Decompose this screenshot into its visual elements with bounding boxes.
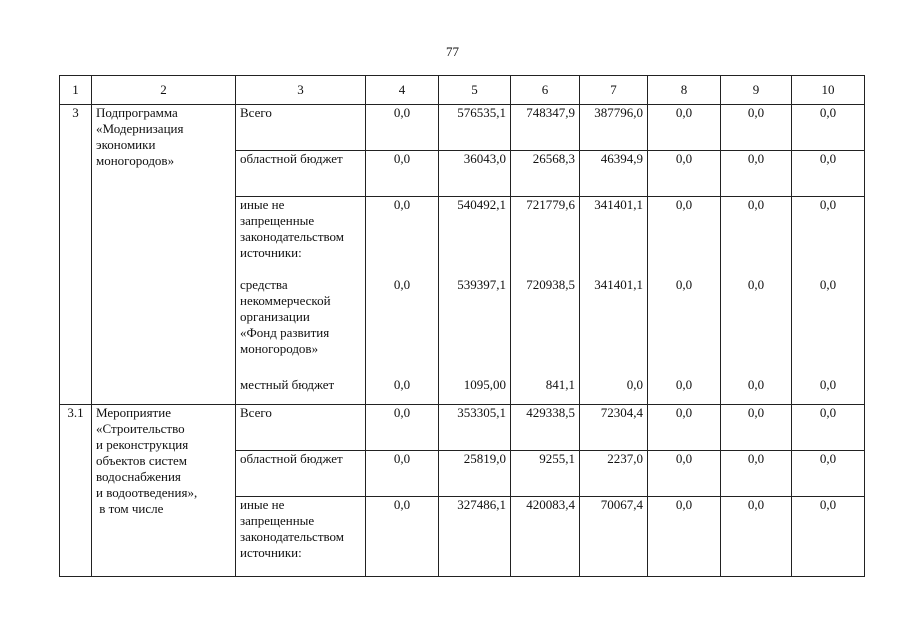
table-row bbox=[60, 405, 865, 451]
funding-source bbox=[236, 405, 366, 451]
item-name-line: Подпрограмма bbox=[96, 105, 178, 120]
column-header: 1 bbox=[60, 76, 92, 105]
value-cell: 0,0 bbox=[648, 377, 721, 405]
item-name-line: «Модернизация bbox=[96, 121, 184, 136]
value-cell: 420083,4 bbox=[511, 497, 580, 577]
value-cell: 25819,0 bbox=[439, 451, 511, 497]
funding-source-line: Всего bbox=[240, 405, 272, 420]
value-cell: 0,0 bbox=[366, 277, 439, 377]
value-cell: 0,0 bbox=[721, 151, 792, 197]
item-name-line: водоснабжения bbox=[96, 469, 181, 484]
value-cell: 327486,1 bbox=[439, 497, 511, 577]
value-cell: 70067,4 bbox=[580, 497, 648, 577]
column-header: 2 bbox=[92, 76, 236, 105]
page-number: 77 bbox=[446, 44, 459, 59]
value-cell: 0,0 bbox=[648, 277, 721, 377]
funding-source-line: организации bbox=[240, 308, 310, 324]
value-cell: 0,0 bbox=[721, 377, 792, 405]
value-cell: 0,0 bbox=[366, 197, 439, 277]
item-name-line: экономики bbox=[96, 137, 156, 152]
value-cell: 0,0 bbox=[792, 151, 865, 197]
value-cell: 0,0 bbox=[792, 197, 865, 277]
value-cell: 720938,5 bbox=[511, 277, 580, 377]
funding-source-line: источники: bbox=[240, 245, 302, 260]
funding-source bbox=[236, 105, 366, 151]
value-cell: 0,0 bbox=[648, 497, 721, 577]
value-cell: 0,0 bbox=[792, 497, 865, 577]
value-cell: 0,0 bbox=[366, 497, 439, 577]
value-cell: 0,0 bbox=[721, 497, 792, 577]
funding-source bbox=[236, 197, 366, 277]
value-cell: 0,0 bbox=[792, 405, 865, 451]
column-header: 3 bbox=[236, 76, 366, 105]
value-cell: 0,0 bbox=[648, 405, 721, 451]
budget-table bbox=[59, 75, 865, 577]
funding-source bbox=[236, 497, 366, 577]
value-cell: 539397,1 bbox=[439, 277, 511, 377]
table-body bbox=[60, 76, 865, 577]
header-row bbox=[60, 76, 865, 105]
value-cell: 429338,5 bbox=[511, 405, 580, 451]
value-cell: 72304,4 bbox=[580, 405, 648, 451]
column-header: 8 bbox=[648, 76, 721, 105]
value-cell: 0,0 bbox=[792, 105, 865, 151]
value-cell: 0,0 bbox=[366, 405, 439, 451]
value-cell: 46394,9 bbox=[580, 151, 648, 197]
value-cell: 0,0 bbox=[721, 451, 792, 497]
value-cell: 0,0 bbox=[792, 277, 865, 377]
value-cell: 0,0 bbox=[366, 151, 439, 197]
value-cell: 1095,00 bbox=[439, 377, 511, 405]
column-header: 6 bbox=[511, 76, 580, 105]
column-header: 4 bbox=[366, 76, 439, 105]
value-cell: 0,0 bbox=[792, 451, 865, 497]
column-header: 7 bbox=[580, 76, 648, 105]
item-name-line: и водоотведения», bbox=[96, 485, 198, 500]
value-cell: 721779,6 bbox=[511, 197, 580, 277]
funding-source-line: законодательством bbox=[240, 229, 345, 244]
value-cell: 841,1 bbox=[511, 377, 580, 405]
value-cell: 0,0 bbox=[648, 105, 721, 151]
value-cell: 0,0 bbox=[721, 277, 792, 377]
value-cell: 0,0 bbox=[792, 377, 865, 405]
funding-source-line: некоммерческой bbox=[240, 292, 331, 308]
funding-source-line: иные не bbox=[240, 197, 285, 212]
funding-source-line: запрещенные bbox=[240, 213, 315, 228]
value-cell: 0,0 bbox=[721, 105, 792, 151]
funding-source-line: законодательством bbox=[240, 529, 345, 544]
funding-source bbox=[236, 451, 366, 497]
value-cell: 0,0 bbox=[648, 451, 721, 497]
item-name-line: в том числе bbox=[96, 501, 164, 516]
value-cell: 0,0 bbox=[580, 377, 648, 405]
funding-source-line: Всего bbox=[240, 105, 272, 120]
value-cell: 36043,0 bbox=[439, 151, 511, 197]
item-name bbox=[92, 405, 236, 577]
row-index: 3.1 bbox=[60, 405, 92, 577]
item-name-line: моногородов» bbox=[96, 153, 175, 168]
value-cell: 9255,1 bbox=[511, 451, 580, 497]
item-name-line: Мероприятие bbox=[96, 405, 171, 420]
funding-source-line: областной бюджет bbox=[240, 151, 343, 166]
value-cell: 0,0 bbox=[648, 197, 721, 277]
value-cell: 0,0 bbox=[721, 197, 792, 277]
row-index: 3 bbox=[60, 105, 92, 405]
funding-source-line: средства bbox=[240, 276, 288, 292]
value-cell: 0,0 bbox=[366, 451, 439, 497]
item-name-line: «Строительство bbox=[96, 421, 185, 436]
funding-source bbox=[236, 377, 366, 405]
funding-source-line: иные не bbox=[240, 497, 285, 512]
value-cell: 0,0 bbox=[366, 105, 439, 151]
item-name-line: объектов систем bbox=[96, 453, 187, 468]
column-header: 9 bbox=[721, 76, 792, 105]
value-cell: 748347,9 bbox=[511, 105, 580, 151]
item-name-line: и реконструкция bbox=[96, 437, 189, 452]
funding-source-line: «Фонд развития bbox=[240, 324, 330, 340]
funding-source-line: местный бюджет bbox=[240, 376, 335, 392]
value-cell: 0,0 bbox=[721, 405, 792, 451]
item-name bbox=[92, 105, 236, 405]
value-cell: 576535,1 bbox=[439, 105, 511, 151]
value-cell: 387796,0 bbox=[580, 105, 648, 151]
value-cell: 353305,1 bbox=[439, 405, 511, 451]
value-cell: 0,0 bbox=[366, 377, 439, 405]
funding-source bbox=[236, 277, 366, 377]
column-header: 5 bbox=[439, 76, 511, 105]
value-cell: 540492,1 bbox=[439, 197, 511, 277]
funding-source-line: запрещенные bbox=[240, 513, 315, 528]
table-row bbox=[60, 105, 865, 151]
funding-source bbox=[236, 151, 366, 197]
value-cell: 26568,3 bbox=[511, 151, 580, 197]
funding-source-line: источники: bbox=[240, 545, 302, 560]
value-cell: 341401,1 bbox=[580, 277, 648, 377]
column-header: 10 bbox=[792, 76, 865, 105]
funding-source-line: моногородов» bbox=[240, 340, 319, 356]
funding-source-line: областной бюджет bbox=[240, 451, 343, 466]
value-cell: 0,0 bbox=[648, 151, 721, 197]
value-cell: 341401,1 bbox=[580, 197, 648, 277]
value-cell: 2237,0 bbox=[580, 451, 648, 497]
